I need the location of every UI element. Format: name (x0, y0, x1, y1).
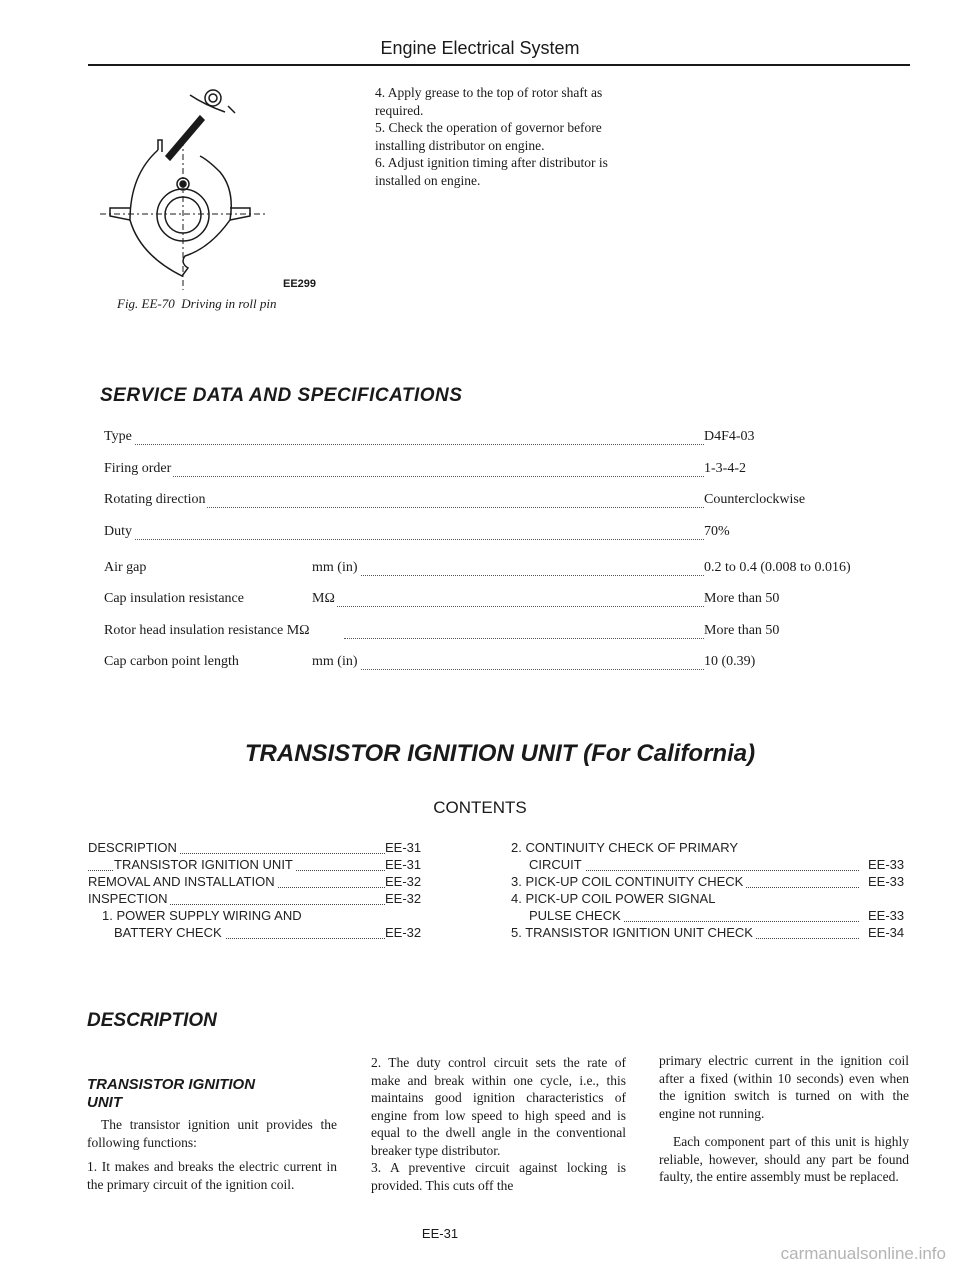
installation-steps (375, 84, 630, 189)
spec-value: More than 50 (704, 591, 780, 606)
page-number: EE-31 (421, 1226, 459, 1241)
paragraph: 2. The duty control circuit sets the rate of make and break within one cycle, i.e., this maintains good ignition characteristics of engine from low speed to high speed and is equal to the dwell angle in the conventional breaker type distributor. (371, 1055, 626, 1158)
distributor-roll-pin-illustration (100, 80, 300, 295)
figure-caption-label: Fig. EE-70 (117, 296, 175, 311)
spec-label: Duty (104, 524, 132, 539)
toc-entry-text: TRANSISTOR IGNITION UNIT (114, 857, 296, 872)
toc-entry[interactable] (511, 908, 911, 924)
step-item: 4. Apply grease to the top of rotor shaft as required. (375, 85, 603, 118)
toc-entry-text: INSPECTION (88, 891, 170, 906)
toc-entry-text: PULSE CHECK (529, 908, 624, 923)
spec-unit: mm (in) (312, 560, 358, 575)
spec-row (104, 492, 806, 512)
spec-label: Air gap (104, 560, 147, 575)
toc-entry[interactable] (88, 857, 433, 873)
figure-caption-text: Driving in roll pin (181, 296, 277, 311)
toc-entry[interactable] (88, 874, 433, 890)
figure-caption (117, 296, 276, 312)
toc-entry[interactable] (88, 840, 433, 856)
paragraph: The transistor ignition unit provides the following functions: (87, 1117, 337, 1150)
toc-entry-text[interactable]: 1. POWER SUPPLY WIRING AND (102, 908, 302, 923)
toc-entry-text: BATTERY CHECK (114, 925, 225, 940)
toc-entry[interactable] (511, 925, 911, 941)
spec-row (104, 524, 744, 544)
toc-entry-text: CIRCUIT (529, 857, 585, 872)
spec-label: Rotating direction (104, 492, 206, 507)
spec-label: Rotor head insulation resistance MΩ (104, 623, 310, 638)
toc-entry-page: EE-31 (385, 840, 422, 855)
header-rule (88, 64, 910, 66)
paragraph: 1. It makes and breaks the electric current in the primary circuit of the ignition coil. (87, 1159, 337, 1192)
toc-entry-page: EE-33 (868, 908, 905, 923)
page-header-title: Engine Electrical System (380, 38, 580, 58)
punch-shape (166, 116, 204, 160)
distributor-body-shape (130, 150, 231, 276)
description-column-1 (87, 1116, 337, 1193)
footer-watermark: carmanualsonline.info (780, 1244, 946, 1263)
spec-value: 1-3-4-2 (704, 461, 746, 476)
toc-entry-page: EE-34 (868, 925, 905, 940)
spec-value: 10 (0.39) (704, 654, 756, 669)
spec-value: D4F4-03 (704, 429, 755, 444)
service-data-heading: SERVICE DATA AND SPECIFICATIONS (100, 385, 463, 406)
paragraph: primary electric current in the ignition coil after a fixed (within 10 seconds) even when the ignition switch is turned on with the engine not running. (659, 1053, 909, 1121)
toc-entry-text: REMOVAL AND INSTALLATION (88, 874, 278, 889)
spec-value: Counterclockwise (704, 492, 806, 507)
spec-label: Cap carbon point length (104, 654, 239, 669)
toc-entry-page: EE-32 (385, 891, 422, 906)
description-subheading: TRANSISTOR IGNITION UNIT (87, 1076, 256, 1111)
spec-unit: MΩ (312, 591, 335, 606)
paragraph: Each component part of this unit is highly reliable, however, should any part be found faulty, the entire assembly must be replaced. (659, 1134, 909, 1184)
paragraph: 3. A preventive circuit against locking is provided. This cuts off the (371, 1160, 626, 1193)
toc-entry-text[interactable]: 4. PICK-UP COIL POWER SIGNAL (511, 891, 716, 906)
spec-unit: mm (in) (312, 654, 358, 669)
spec-label: Firing order (104, 461, 172, 476)
toc-entry[interactable] (88, 925, 433, 941)
toc-entry[interactable] (88, 891, 433, 907)
spec-row (104, 560, 851, 580)
spec-label: Cap insulation resistance (104, 591, 244, 606)
description-column-3 (659, 1052, 909, 1186)
toc-entry-text[interactable]: 2. CONTINUITY CHECK OF PRIMARY (511, 840, 739, 855)
spec-row (104, 429, 755, 449)
toc-entry-page: EE-33 (868, 874, 905, 889)
toc-entry-text: 5. TRANSISTOR IGNITION UNIT CHECK (511, 925, 756, 940)
spec-value: 0.2 to 0.4 (0.008 to 0.016) (704, 560, 851, 575)
description-column-2 (371, 1054, 626, 1194)
step-item: 5. Check the operation of governor before installing distributor on engine. (375, 120, 602, 153)
toc-entry-page: EE-32 (385, 874, 422, 889)
toc-entry-text: 3. PICK-UP COIL CONTINUITY CHECK (511, 874, 746, 889)
contents-heading: CONTENTS (433, 798, 527, 817)
figure-code: EE299 (283, 278, 317, 290)
roll-pin-head-shape (205, 90, 221, 106)
spec-value: 70% (704, 524, 730, 539)
toc-entry-page: EE-32 (385, 925, 422, 940)
toc-entry[interactable] (511, 857, 911, 873)
spec-row (104, 654, 756, 674)
spec-label: Type (104, 429, 132, 444)
transistor-section-heading: TRANSISTOR IGNITION UNIT (For California) (244, 740, 756, 767)
spec-row (104, 461, 744, 481)
spec-value: More than 50 (704, 623, 780, 638)
step-item: 6. Adjust ignition timing after distributor is installed on engine. (375, 155, 608, 188)
toc-entry-text: DESCRIPTION (88, 840, 180, 855)
toc-entry-page: EE-33 (868, 857, 905, 872)
toc-entry[interactable] (511, 874, 911, 890)
toc-entry-page: EE-31 (385, 857, 422, 872)
spec-row (104, 591, 780, 611)
description-heading: DESCRIPTION (87, 1010, 217, 1031)
spec-row (104, 623, 780, 643)
